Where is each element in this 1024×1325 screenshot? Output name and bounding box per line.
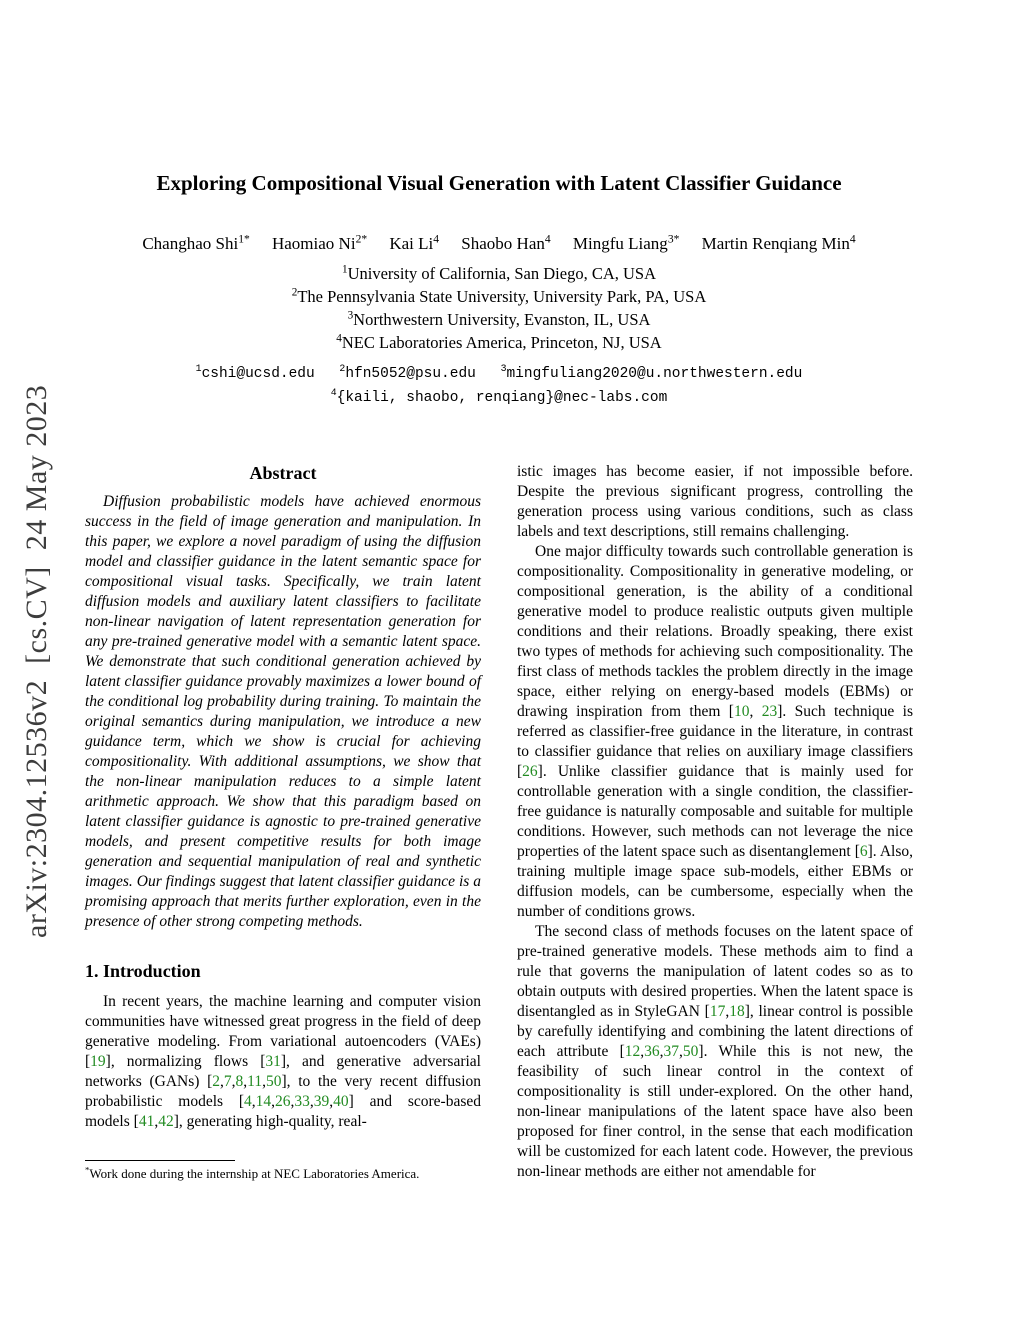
- citation-link[interactable]: 50: [682, 1043, 699, 1060]
- citation-link[interactable]: 18: [729, 1003, 745, 1020]
- author-name: Haomiao $Ni^{2*}$: [271, 232, 368, 253]
- author-name: Kai Li$^4$: [389, 232, 440, 253]
- citation-link[interactable]: 33: [294, 1093, 310, 1110]
- two-column-body: [85, 462, 913, 1182]
- affiliation: $^1$University of California, San Diego, CA, USA: [341, 263, 657, 283]
- email-block: [85, 362, 913, 410]
- paper-content: [85, 0, 913, 1182]
- author-affiliation-mark: 3*: [667, 232, 680, 246]
- citation-link[interactable]: 41: [138, 1113, 155, 1130]
- citation-link[interactable]: 4: [244, 1093, 252, 1110]
- author-affiliation-mark: 4: [544, 232, 551, 246]
- email-address: $^4${kaili, shaobo, renqiang}@nec-labs.com: [330, 387, 668, 406]
- citation-link[interactable]: 39: [313, 1093, 330, 1110]
- right-column: [517, 462, 913, 1182]
- footnote: [85, 1160, 481, 1182]
- body-paragraph: One major difficulty towards such controllable generation is compositionality. Compositionality in generative modeling, or compositional generation, is the ability of a conditional generative model to produce realistic outputs given multiple conditions and their relations. Broadly speaking, there exist two types of methods for achieving such compositionality. The first class of methods tackles the problem directly in the image space, either relying on energy-based models (EBMs) or drawing inspiration from them [10, 23]. Such technique is referred as classifier-free guidance in the literature, in contrast to classifier guidance that relies on auxiliary image classifiers [26]. Unlike classifier guidance that is mainly used for controllable generation with a single condition, the classifier-free guidance is naturally composable and suitable for multiple conditions. However, such methods can not leverage the nice properties of the latent space such as disentanglement [6]. Also, training multiple image space sub-models, either EBMs or diffusion models, can be cumbersome, especially when the number of conditions grows.: [517, 543, 913, 920]
- citation-link[interactable]: 26: [275, 1093, 291, 1110]
- left-column: [85, 462, 481, 1182]
- email-address: $^3$mingfuliang2020@u.northwestern.edu: [500, 363, 803, 382]
- citation-link[interactable]: 17: [709, 1003, 726, 1020]
- citation-link[interactable]: 26: [522, 763, 538, 780]
- author-affiliation-mark: 4: [433, 232, 440, 246]
- body-paragraph: istic images has become easier, if not impossible before. Despite the previous significant progress, controlling the generation process using various conditions, such as class labels and text descriptions, still remains challenging.: [517, 463, 913, 540]
- author-list: [85, 234, 913, 254]
- email-line: [85, 362, 913, 386]
- affiliation-list: [85, 262, 913, 354]
- paper-title: Exploring Compositional Visual Generation with Latent Classifier Guidance: [156, 171, 842, 195]
- author-name: Martin Renqiang Min$^4$: [701, 232, 856, 253]
- author-affiliation-mark: 4: [849, 232, 856, 246]
- author-affiliation-mark: 2*: [355, 232, 368, 246]
- intro-paragraph: In recent years, the machine learning and computer vision communities have witnessed great progress in the field of deep generative modeling. From variational autoencoders (VAEs) [19], normalizing flows [31], and generative adversarial networks (GANs) [2,7,8,11,50], to the very recent diffusion probabilistic models [4,14,26,33,39,40] and score-based models [41,42], generating high-quality, real-: [85, 993, 482, 1130]
- citation-link[interactable]: 23: [761, 703, 778, 720]
- citation-link[interactable]: 6: [859, 843, 868, 860]
- citation-link[interactable]: 12: [624, 1043, 641, 1060]
- body-paragraph: The second class of methods focuses on the latent space of pre-trained generative models. These methods aim to find a rule that governs the manipulation of latent codes so as to obtain outputs with desired properties. When the latent space is disentangled as in StyleGAN [17,18], linear control is possible by carefully identifying and combining the latent directions of each attribute [12,36,37,50]. While this is not new, the feasibility of such linear control in the context of compositionality is still under-explored. On the other hand, non-linear manipulations of the latent space have also been proposed for finer control, in the sense that each modification will be customized for each latent code. However, the previous non-linear methods are either not amendable for: [517, 923, 913, 1180]
- citation-link[interactable]: 2: [212, 1073, 221, 1090]
- author-affiliation-mark: 1*: [238, 232, 250, 246]
- arxiv-watermark: arXiv:2304.12536v2 [cs.CV] 24 May 2023: [20, 384, 53, 938]
- citation-link[interactable]: 37: [663, 1043, 680, 1060]
- affiliation: $^2$The Pennsylvania State University, University Park, PA, USA: [291, 286, 707, 306]
- citation-link[interactable]: 11: [247, 1073, 263, 1090]
- footnote-marker: *: [85, 1164, 90, 1175]
- author-name: Shaobo Han$^4$: [461, 232, 551, 253]
- citation-link[interactable]: 14: [255, 1093, 272, 1110]
- section-heading-introduction: 1. Introduction: [85, 961, 201, 981]
- affiliation: $^4$NEC Laboratories America, Princeton, NJ, USA: [336, 332, 662, 352]
- email-address: $^2$hfn5052@psu.edu: [339, 363, 476, 382]
- citation-link[interactable]: 10: [733, 703, 750, 720]
- citation-link[interactable]: 31: [265, 1053, 281, 1070]
- citation-link[interactable]: 8: [235, 1073, 244, 1090]
- email-address: $^1$cshi@ucsd.edu: [195, 363, 315, 382]
- citation-link[interactable]: 40: [333, 1093, 349, 1110]
- footnote-rule: [85, 1160, 235, 1161]
- citation-link[interactable]: 36: [644, 1043, 660, 1060]
- citation-link[interactable]: 42: [158, 1113, 174, 1130]
- author-name: Changhao Shi$^{1*}$: [142, 232, 250, 253]
- abstract-text: Diffusion probabilistic models have achieved enormous success in the field of image generation and manipulation. In this paper, we explore a novel paradigm of using the diffusion model and classifier guidance in the latent semantic space for compositional visual tasks. Specifically, we train latent diffusion models and auxiliary latent classifiers to facilitate non-linear navigation of latent representation generation for any pre-trained generative model with a semantic latent space. We demonstrate that such conditional generation achieved by latent classifier guidance provably maximizes a lower bound of the conditional log probability during training. To maintain the original semantics during manipulation, we introduce a new guidance term, which we show is crucial for achieving compositionality. With additional assumptions, we show that the non-linear manipulation reduces to a simple latent arithmetic approach. We show that this paradigm based on latent classifier guidance is agnostic to pre-trained generative models, and present competitive results for both image generation and sequential manipulation of real and synthetic images. Our findings suggest that latent classifier guidance is a promising approach that merits further exploration, even in the presence of other strong competing methods.: [85, 493, 481, 930]
- citation-link[interactable]: 7: [223, 1073, 232, 1090]
- affiliation: $^3$Northwestern University, Evanston, IL, USA: [347, 309, 651, 329]
- email-line: [85, 386, 913, 410]
- abstract-heading: Abstract: [249, 463, 317, 483]
- citation-link[interactable]: 19: [90, 1053, 106, 1070]
- footnote-text: *Work done during the internship at NEC Laboratories America.: [85, 1164, 420, 1181]
- author-name: Mingfu Liang$^{3*}$: [572, 232, 680, 253]
- citation-link[interactable]: 50: [265, 1073, 282, 1090]
